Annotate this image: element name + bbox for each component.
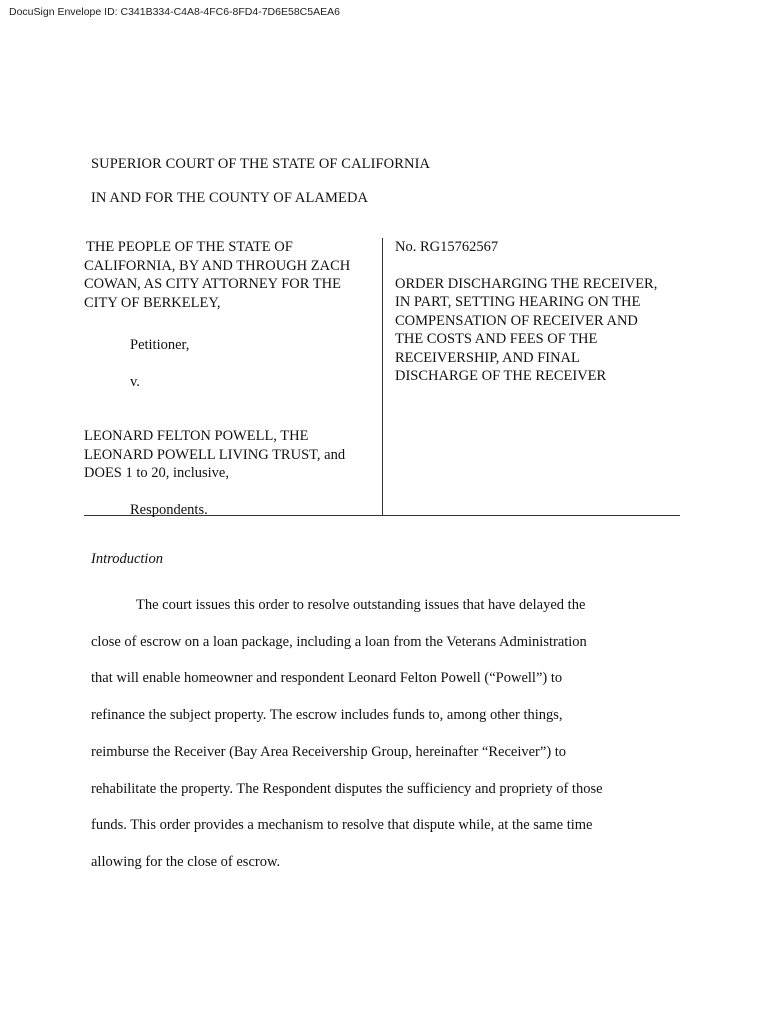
paragraph-line: The court issues this order to resolve outstanding issues that have delayed the (136, 597, 586, 613)
paragraph-line: close of escrow on a loan package, including a loan from the Veterans Administration (91, 633, 587, 650)
petitioner-label: Petitioner, (130, 337, 190, 353)
order-title-line: RECEIVERSHIP, AND FINAL (395, 349, 580, 366)
caption-parties (84, 238, 374, 519)
order-title-line: THE COSTS AND FEES OF THE (395, 331, 598, 347)
petitioner-line: CITY OF BERKELEY, (84, 294, 221, 311)
county-name: IN AND FOR THE COUNTY OF ALAMEDA (91, 190, 369, 206)
paragraph-line: rehabilitate the property. The Respondent disputes the sufficiency and propriety of those (91, 780, 603, 797)
respondent-line: LEONARD POWELL LIVING TRUST, and (84, 446, 346, 463)
introduction-heading: Introduction (91, 551, 163, 567)
docusign-envelope-id: DocuSign Envelope ID: C341B334-C4A8-4FC6-8FD4-7D6E58C5AEA6 (9, 6, 340, 18)
paragraph-line: refinance the subject property. The escrow includes funds to, among other things, (91, 707, 563, 724)
case-info (395, 238, 680, 386)
petitioner-line: THE PEOPLE OF THE STATE OF (86, 239, 293, 255)
respondent-label: Respondents. (130, 501, 208, 518)
respondent-line: LEONARD FELTON POWELL, THE (84, 428, 309, 444)
petitioner-line: COWAN, AS CITY ATTORNEY FOR THE (84, 276, 341, 292)
case-caption (84, 238, 680, 516)
order-title (395, 275, 680, 386)
paragraph-line: reimburse the Receiver (Bay Area Receivership Group, hereinafter “Receiver”) to (91, 743, 567, 760)
paragraph-line: that will enable homeowner and respondent Leonard Felton Powell (“Powell”) to (91, 670, 563, 687)
paragraph-line: funds. This order provides a mechanism to resolve that dispute while, at the same time (91, 817, 593, 834)
case-number: No. RG15762567 (395, 239, 499, 255)
order-title-line: ORDER DISCHARGING THE RECEIVER, (395, 275, 658, 292)
court-name: SUPERIOR COURT OF THE STATE OF CALIFORNIA (91, 156, 431, 172)
petitioner-block (84, 238, 374, 312)
order-title-line: COMPENSATION OF RECEIVER AND (395, 312, 638, 329)
respondent-line: DOES 1 to 20, inclusive, (84, 465, 229, 481)
paragraph-line: allowing for the close of escrow. (91, 853, 281, 870)
order-title-line: IN PART, SETTING HEARING ON THE (395, 294, 641, 310)
caption-divider (382, 238, 383, 515)
introduction-paragraph (91, 587, 651, 881)
respondent-block (84, 427, 374, 483)
versus-label: v. (130, 373, 140, 390)
petitioner-line: CALIFORNIA, BY AND THROUGH ZACH (84, 257, 351, 274)
order-title-line: DISCHARGE OF THE RECEIVER (395, 368, 607, 384)
